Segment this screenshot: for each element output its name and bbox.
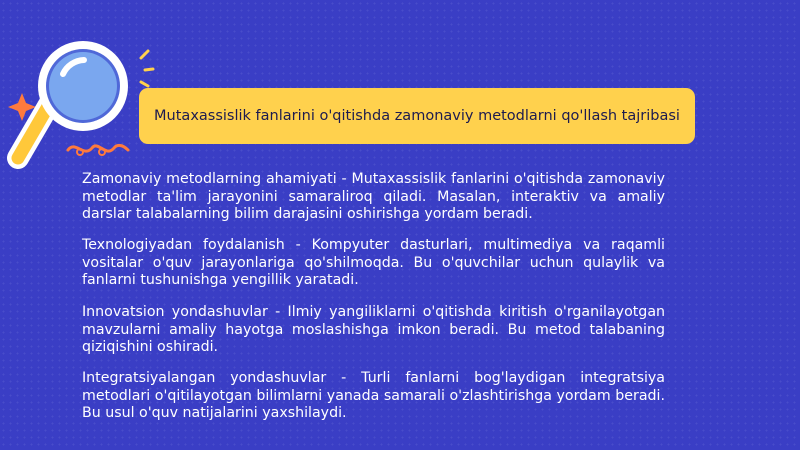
paragraph-innovation: Innovatsion yondashuvlar - Ilmiy yangiliklarni o'qitishda kiritish o'rganilayotgan mavzularni amaliy hayotga moslashishga imkon beradi. Bu metod talabaning qiziqishini oshiradi. [82,304,665,355]
paragraph-technology: Texnologiyadan foydalanish - Kompyuter dasturlari, multimediya va raqamli vositalar o'quv jarayonlariga qo'shilmoqda. Bu o'quvchilar uchun qulaylik va fanlarni tushunishga yengillik yaratadi. [82,237,665,288]
squiggle-icon [68,145,128,155]
magnifying-glass-icon [18,41,128,158]
title-banner [139,88,695,144]
paragraph-modern-methods: Zamonaviy metodlarning ahamiyati - Mutaxassislik fanlarini o'qitishda zamonaviy metodlar ta'lim jarayonini samaraliroq qiladi. Masalan, interaktiv va amaliy darslar talabalarning bilim darajasini oshirishga yordam beradi. [82,171,665,222]
slide-title: Mutaxassislik fanlarini o'qitishda zamonaviy metodlarni qo'llash tajribasi [154,108,680,124]
paragraph-integration: Integratsiyalangan yondashuvlar - Turli fanlarni bog'laydigan integratsiya metodlari o'qitilayotgan bilimlarni yanada samarali o'zlashtirishga yordam beradi. Bu usul o'quv natijalarini yaxshilaydi. [82,370,665,421]
sparkle-lines-icon [141,51,153,86]
